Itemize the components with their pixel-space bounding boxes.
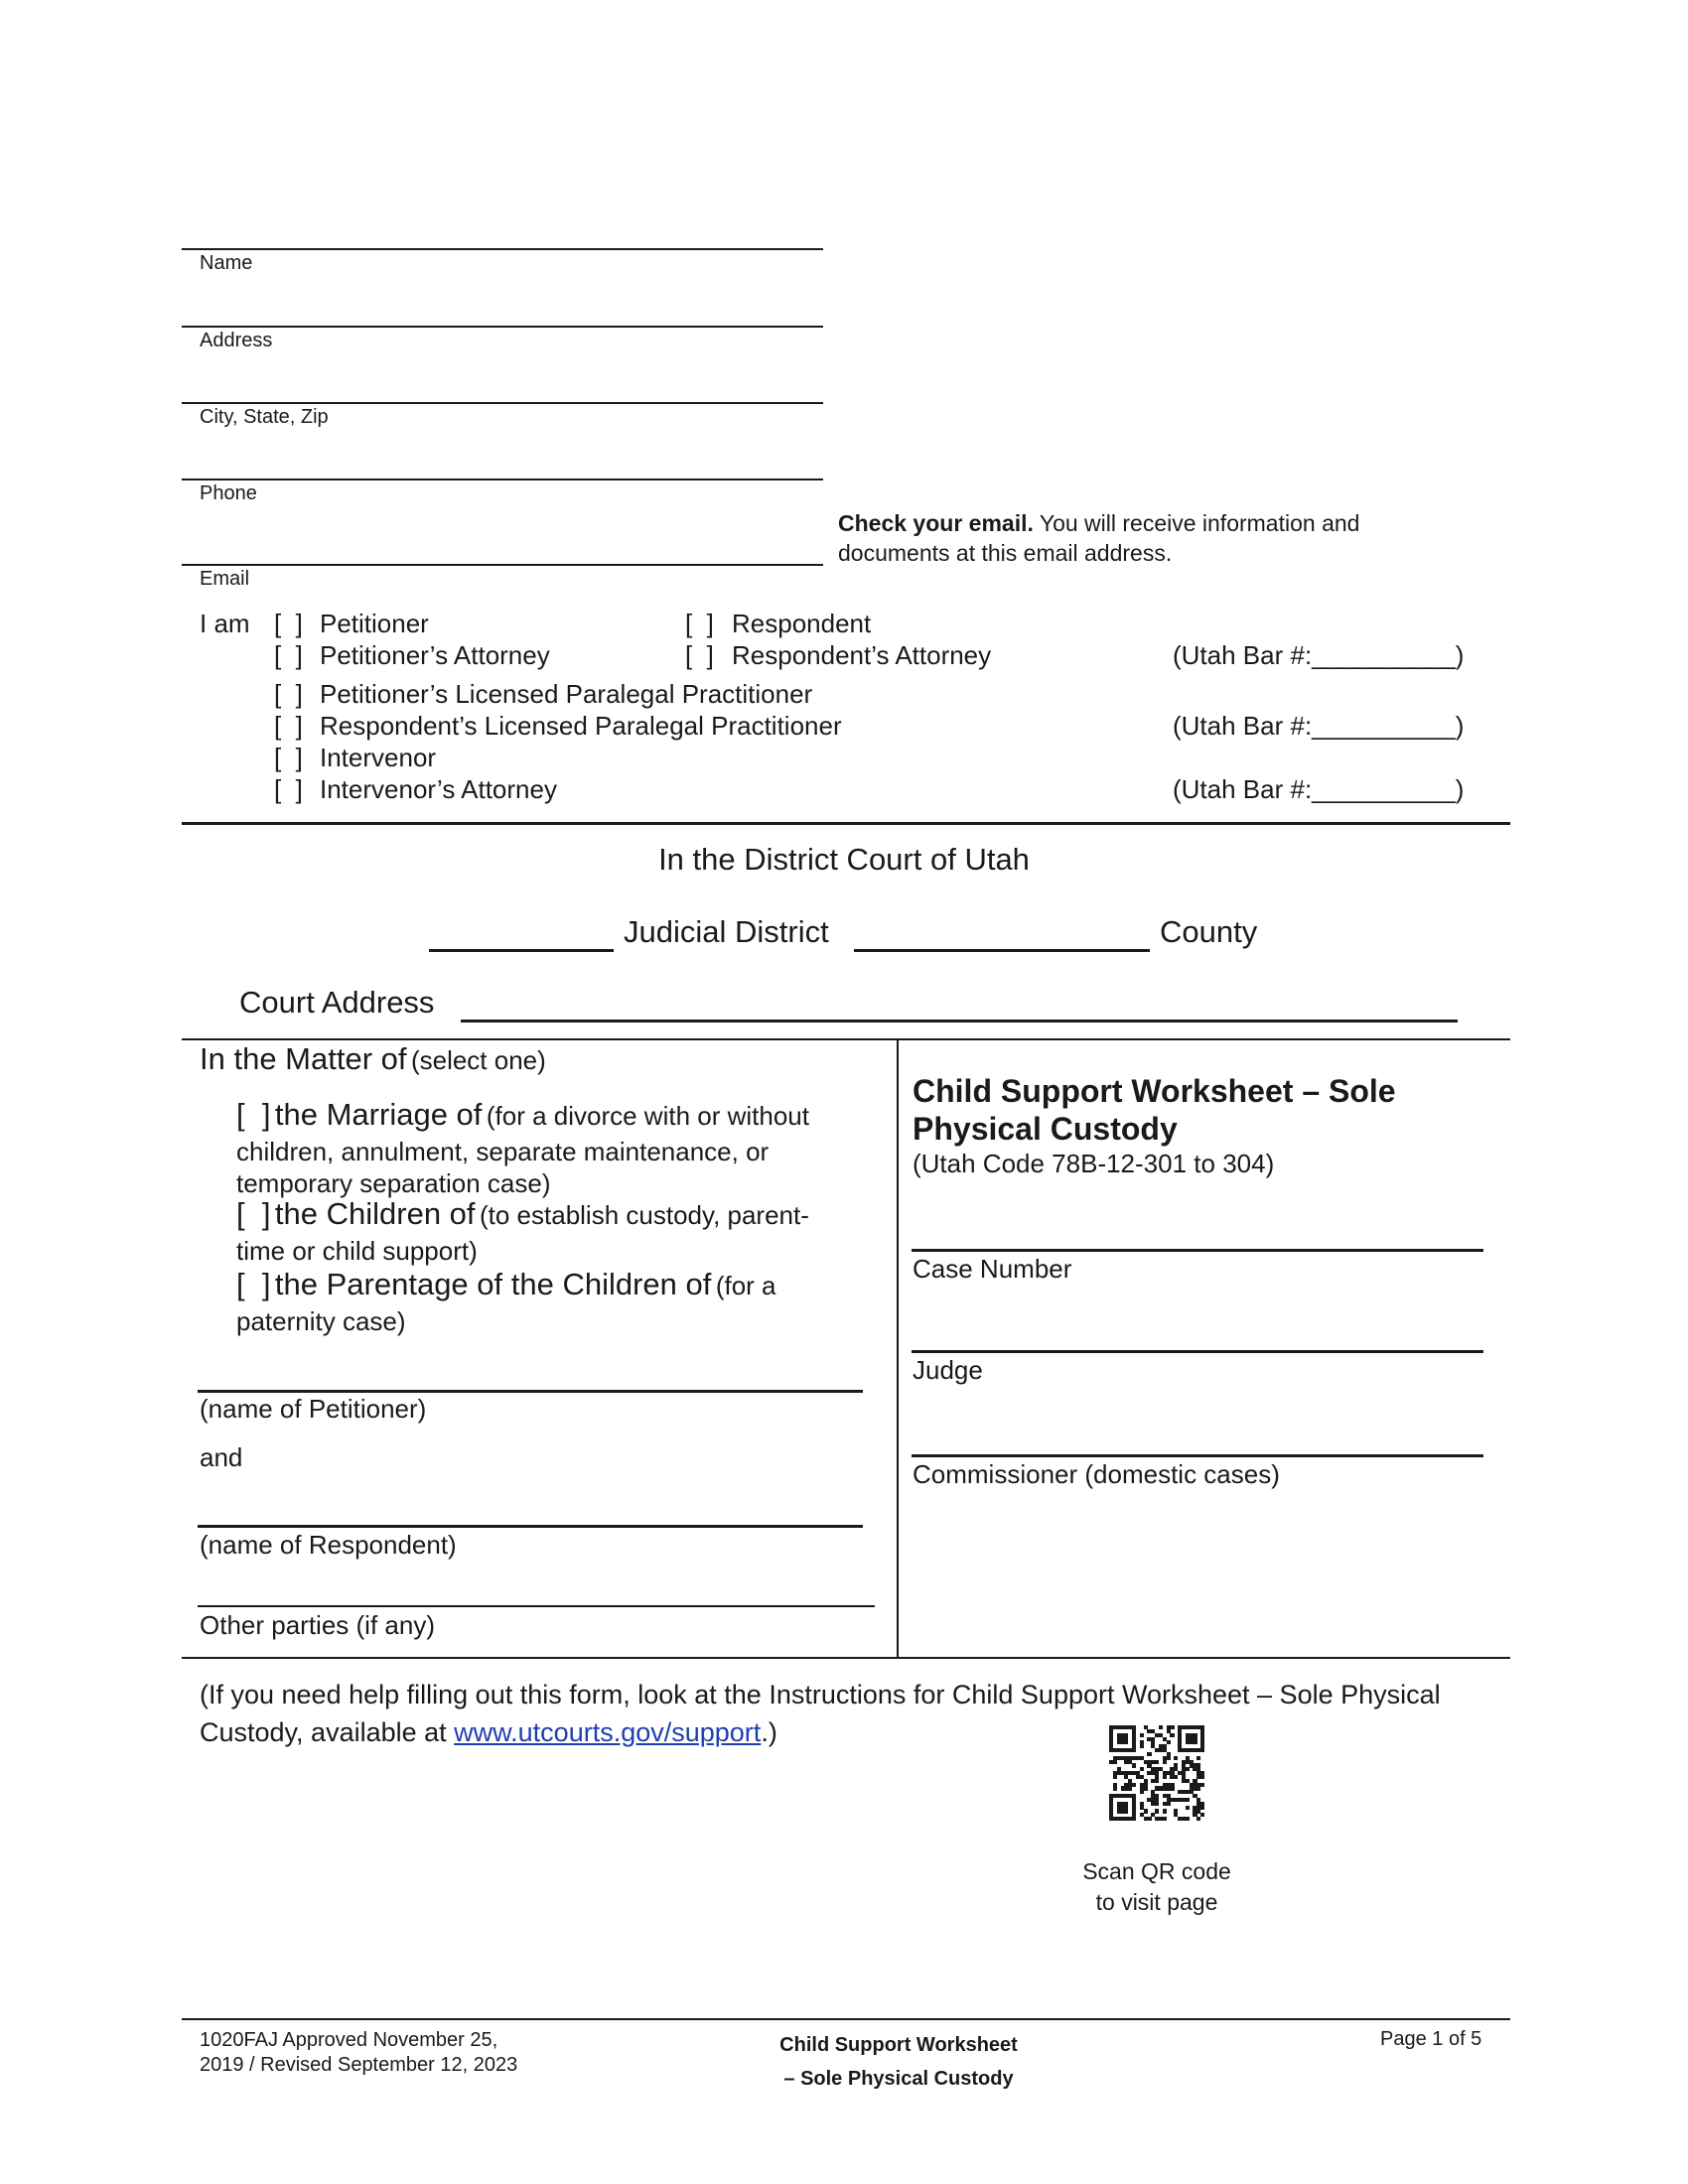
support-link[interactable]: www.utcourts.gov/support xyxy=(454,1717,762,1747)
qr-module xyxy=(1186,1806,1190,1810)
qr-module xyxy=(1113,1760,1117,1764)
judge-label: Judge xyxy=(913,1355,983,1385)
email-notice-bold: Check your email. xyxy=(838,510,1034,536)
help-line2-prefix: Custody, available at xyxy=(200,1717,455,1747)
qr-module xyxy=(1155,1802,1159,1806)
case-number-label: Case Number xyxy=(913,1254,1072,1284)
qr-module xyxy=(1167,1802,1171,1806)
qr-module xyxy=(1140,1767,1144,1771)
qr-module xyxy=(1113,1775,1117,1779)
document-title xyxy=(913,1072,1396,1148)
commissioner-label: Commissioner (domestic cases) xyxy=(913,1459,1280,1489)
caption-top-rule xyxy=(182,1038,1510,1040)
judge-line[interactable] xyxy=(912,1350,1483,1353)
county-label: County xyxy=(1160,914,1258,949)
footer-form-id xyxy=(200,2028,517,2078)
children-checkbox[interactable]: [ ] xyxy=(236,1196,271,1231)
qr-code[interactable] xyxy=(1109,1725,1204,1821)
qr-module xyxy=(1144,1809,1148,1813)
i-am-label: I am xyxy=(200,609,250,638)
children-option[interactable] xyxy=(236,1197,882,1236)
qr-caption xyxy=(1038,1856,1276,1918)
qr-module xyxy=(1155,1760,1159,1764)
qr-module xyxy=(1196,1817,1200,1821)
qr-module xyxy=(1170,1733,1174,1737)
marriage-desc-1: (for a divorce with or without xyxy=(486,1101,809,1131)
intervenor-checkbox[interactable]: [ ] xyxy=(274,743,303,772)
qr-module xyxy=(1140,1744,1144,1748)
intervenor-attorney-option: Intervenor’s Attorney xyxy=(320,774,557,804)
footer-form-id-2: 2019 / Revised September 12, 2023 xyxy=(200,2054,518,2076)
city-state-zip-label: City, State, Zip xyxy=(200,406,329,428)
document-title-line1: Child Support Worksheet – Sole xyxy=(913,1073,1396,1109)
parentage-option[interactable] xyxy=(236,1268,892,1306)
parentage-desc-1: (for a xyxy=(715,1271,776,1300)
name-label: Name xyxy=(200,252,253,274)
petitioner-option: Petitioner xyxy=(320,609,429,638)
footer-form-id-1: 1020FAJ Approved November 25, xyxy=(200,2029,498,2051)
email-notice xyxy=(838,508,1359,568)
respondent-option: Respondent xyxy=(732,609,872,638)
qr-module xyxy=(1170,1725,1174,1729)
judicial-district-label: Judicial District xyxy=(624,914,829,949)
caption-bottom-rule xyxy=(182,1657,1510,1659)
document-title-line2: Physical Custody xyxy=(913,1111,1178,1147)
qr-module xyxy=(1200,1775,1204,1779)
qr-module xyxy=(1163,1817,1167,1821)
matter-heading-text: In the Matter of xyxy=(200,1041,407,1076)
marriage-checkbox[interactable]: [ ] xyxy=(236,1097,271,1132)
intervenor-option: Intervenor xyxy=(320,743,437,772)
qr-module xyxy=(1163,1809,1167,1813)
qr-module xyxy=(1200,1725,1204,1752)
respondent-attorney-option: Respondent’s Attorney xyxy=(732,640,992,670)
utah-bar-number-3[interactable]: (Utah Bar #:__________) xyxy=(1173,774,1465,804)
court-address-label: Court Address xyxy=(239,985,435,1020)
qr-module xyxy=(1200,1813,1204,1817)
qr-module xyxy=(1155,1809,1159,1813)
case-number-line[interactable] xyxy=(912,1249,1483,1252)
section-divider-top xyxy=(182,822,1510,825)
footer-title-1: Child Support Worksheet xyxy=(779,2034,1018,2056)
parentage-desc-2: paternity case) xyxy=(236,1306,406,1336)
email-field-line[interactable] xyxy=(182,564,823,566)
phone-label: Phone xyxy=(200,482,257,504)
qr-module xyxy=(1117,1802,1129,1814)
qr-module xyxy=(1117,1733,1129,1745)
county-blank[interactable] xyxy=(854,949,1150,952)
qr-module xyxy=(1155,1779,1159,1783)
help-line1: (If you need help filling out this form, look at the Instructions for Child Support Worksheet – Sole Physical xyxy=(200,1680,1441,1709)
qr-module xyxy=(1167,1756,1171,1760)
qr-module xyxy=(1200,1806,1204,1810)
footer-rule xyxy=(182,2018,1510,2020)
help-line2-suffix: .) xyxy=(761,1717,777,1747)
qr-caption-line1: Scan QR code xyxy=(1082,1858,1231,1884)
caption-vertical-rule xyxy=(897,1038,899,1658)
qr-module xyxy=(1186,1733,1197,1745)
qr-module xyxy=(1140,1733,1144,1737)
qr-module xyxy=(1132,1783,1136,1787)
children-desc-1: (to establish custody, parent- xyxy=(479,1200,809,1230)
respondent-checkbox[interactable]: [ ] xyxy=(685,609,714,638)
email-notice-rest: You will receive information and xyxy=(1033,510,1360,536)
qr-module xyxy=(1147,1752,1151,1756)
name-field-line[interactable] xyxy=(182,248,823,250)
utah-bar-number-2[interactable]: (Utah Bar #:__________) xyxy=(1173,711,1465,741)
respondent-attorney-checkbox[interactable]: [ ] xyxy=(685,640,714,670)
qr-module xyxy=(1109,1794,1113,1821)
petitioner-checkbox[interactable]: [ ] xyxy=(274,609,303,638)
qr-module xyxy=(1174,1775,1178,1779)
and-label: and xyxy=(200,1442,243,1472)
respondent-name-line[interactable] xyxy=(198,1525,863,1528)
address-field-line[interactable] xyxy=(182,326,823,328)
other-parties-label: Other parties (if any) xyxy=(200,1610,435,1640)
children-desc-2: time or child support) xyxy=(236,1236,478,1266)
qr-module xyxy=(1144,1786,1148,1790)
pet-paralegal-option: Petitioner’s Licensed Paralegal Practitioner xyxy=(320,679,813,709)
qr-module xyxy=(1132,1763,1136,1767)
court-address-blank[interactable] xyxy=(461,1020,1458,1023)
qr-module xyxy=(1140,1790,1144,1794)
resp-paralegal-checkbox[interactable]: [ ] xyxy=(274,711,303,741)
qr-module xyxy=(1147,1817,1151,1821)
qr-module xyxy=(1109,1725,1113,1752)
commissioner-line[interactable] xyxy=(912,1454,1483,1457)
qr-module xyxy=(1186,1767,1190,1771)
qr-caption-line2: to visit page xyxy=(1095,1889,1218,1915)
marriage-label: the Marriage of xyxy=(274,1097,483,1132)
resp-paralegal-option: Respondent’s Licensed Paralegal Practitioner xyxy=(320,711,842,741)
petitioner-name-label: (name of Petitioner) xyxy=(200,1394,427,1424)
qr-module xyxy=(1186,1798,1190,1802)
help-text xyxy=(200,1676,1500,1751)
qr-module xyxy=(1196,1786,1200,1790)
qr-module xyxy=(1163,1760,1167,1764)
petitioner-attorney-option: Petitioner’s Attorney xyxy=(320,640,550,670)
intervenor-attorney-checkbox[interactable]: [ ] xyxy=(274,774,303,804)
qr-module xyxy=(1186,1817,1190,1821)
qr-module xyxy=(1132,1725,1136,1752)
parentage-checkbox[interactable]: [ ] xyxy=(236,1267,271,1301)
footer-page-number: Page 1 of 5 xyxy=(1380,2028,1482,2050)
help-line2 xyxy=(200,1713,1500,1751)
qr-module xyxy=(1167,1740,1171,1744)
qr-module xyxy=(1113,1786,1117,1790)
utah-code: (Utah Code 78B-12-301 to 304) xyxy=(913,1149,1275,1178)
marriage-desc-2: children, annulment, separate maintenance, or xyxy=(236,1137,770,1166)
parentage-label: the Parentage of the Children of xyxy=(274,1267,712,1301)
marriage-option[interactable] xyxy=(236,1098,882,1137)
judicial-district-blank[interactable] xyxy=(429,949,614,952)
marriage-desc-3: temporary separation case) xyxy=(236,1168,551,1198)
qr-module xyxy=(1132,1794,1136,1821)
qr-module xyxy=(1196,1756,1200,1760)
matter-select-one: (select one) xyxy=(410,1045,546,1075)
children-label: the Children of xyxy=(274,1196,476,1231)
email-label: Email xyxy=(200,568,250,590)
qr-module xyxy=(1159,1725,1163,1729)
petitioner-attorney-checkbox[interactable]: [ ] xyxy=(274,640,303,670)
qr-module xyxy=(1178,1725,1182,1752)
address-label: Address xyxy=(200,330,273,351)
qr-module xyxy=(1128,1786,1132,1790)
qr-module xyxy=(1170,1786,1174,1790)
petitioner-name-line[interactable] xyxy=(198,1390,863,1393)
pet-paralegal-checkbox[interactable]: [ ] xyxy=(274,679,303,709)
utah-bar-number-1[interactable]: (Utah Bar #:__________) xyxy=(1173,640,1465,670)
other-parties-line[interactable] xyxy=(198,1605,875,1607)
email-notice-line2: documents at this email address. xyxy=(838,540,1173,566)
respondent-name-label: (name of Respondent) xyxy=(200,1530,457,1560)
qr-module xyxy=(1200,1783,1204,1787)
court-title: In the District Court of Utah xyxy=(658,842,1030,877)
phone-field-line[interactable] xyxy=(182,478,823,480)
footer-title-2: – Sole Physical Custody xyxy=(783,2068,1014,2090)
city-field-line[interactable] xyxy=(182,402,823,404)
qr-module xyxy=(1174,1756,1178,1760)
matter-heading xyxy=(200,1041,546,1077)
qr-module xyxy=(1163,1775,1167,1779)
footer-title xyxy=(735,2028,1062,2096)
